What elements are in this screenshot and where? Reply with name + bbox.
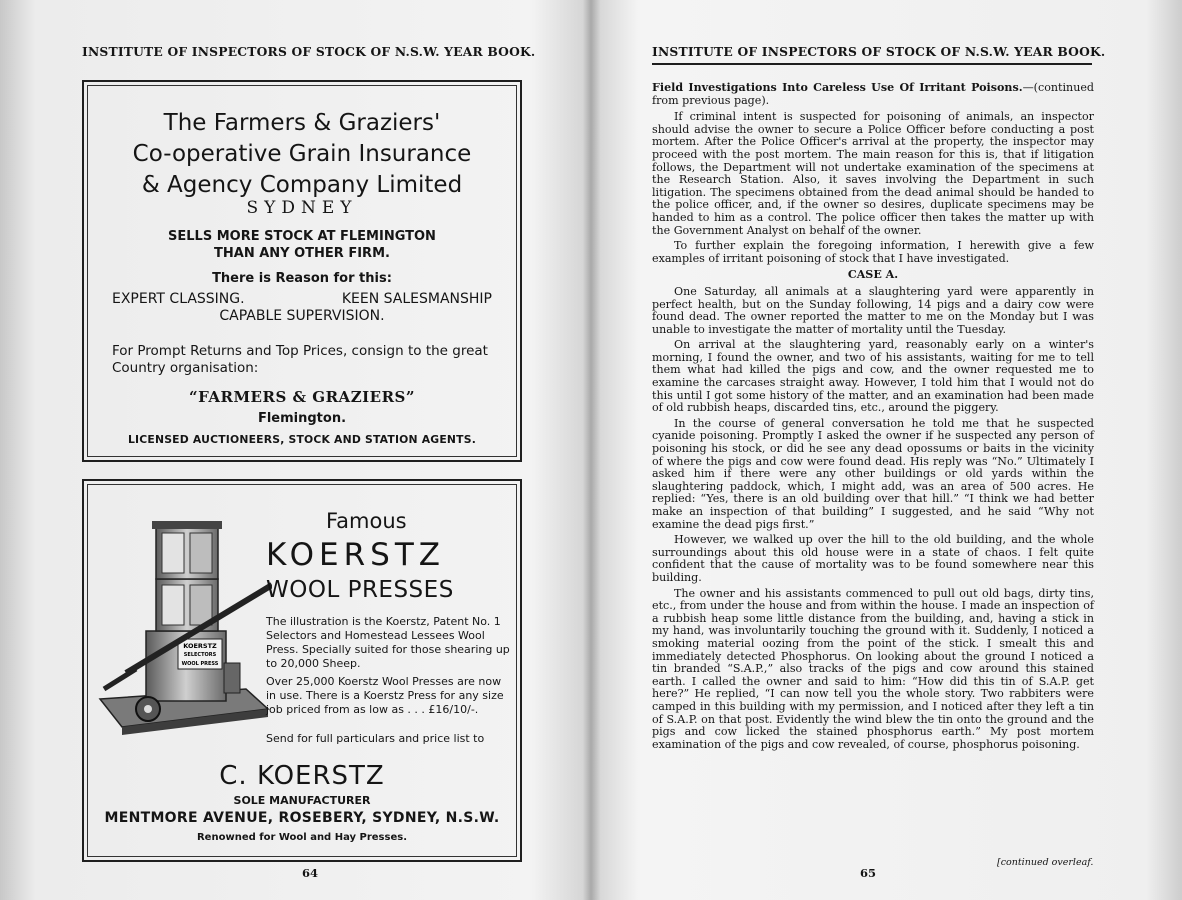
ad-supervision: CAPABLE SUPERVISION.: [219, 308, 385, 324]
ad-keen: KEEN SALESMANSHIP: [341, 291, 492, 307]
ad-reason: There is Reason for this:: [212, 271, 392, 286]
ad-qualities-row: [112, 291, 492, 307]
page-number-left: 64: [302, 866, 319, 880]
ad-inner-border: [87, 85, 517, 457]
ad-sells-line: THAN ANY OTHER FIRM.: [214, 246, 390, 261]
ad-company-title: [94, 108, 510, 201]
case-paragraph: In the course of general conversation he told me that he suspected cyanide poisoning. Promptly I asked the owner if he suspected any person of poisoning his stock, or did he see any dead opossums or baits in the vicinity of where the pigs and cow were found dead. His reply was “No.” Ultimately I asked him if there were any other buildings or old yards within the slaughtering paddock, which, I might add, was an area of 500 acres. He replied: “Yes, there is an old building over that hill.” “I think we had better make an inspection of that building” I suggested, and he said “Why not examine the dead pigs first.”: [652, 416, 1094, 531]
ad-paragraph: The illustration is the Koerstz, Patent No. 1 Selectors and Homestead Lessees Wool Press. Specially suited for those shearing up to 20,000 Sheep.: [266, 615, 510, 670]
ad-sole-manufacturer: SOLE MANUFACTURER: [233, 794, 371, 807]
case-paragraph: The owner and his assistants commenced to pull out old bags, dirty tins, etc., from under the house and from within the house. I made an inspection of a rubbish heap some little distance from the building, and, having a stick in my hand, was involuntarily touching the ground with it. Suddenly, I noticed a smoking material oozing from the point of the stick. I smealt this and immediately detected Phosphorus. On looking about the ground I noticed a tin branded “S.A.P.,” also tracks of the pigs and cow around this stained earth. I called the owner and said to him: “How did this tin of S.A.P. get here?” He replied, “I can now tell you the whole story. Two rabbiters were camped in this building with my permission, and I noticed after they left a tin of S.A.P. on that post. Evidently the wind blew the tin onto the ground and the pigs and cow licked the stained phosphorus earth.” My post mortem examination of the pigs and cow revealed, of course, phosphorus poisoning.: [652, 586, 1094, 751]
case-paragraph: However, we walked up over the hill to the old building, and the whole surroundings about this old house were in a state of chaos. I felt quite confident that the cause of mortality was to be found somewhere near this building.: [652, 533, 1094, 584]
ad-title-line: Co-operative Grain Insurance: [132, 141, 472, 167]
article-heading: [652, 82, 1094, 107]
right-page: [592, 0, 1182, 900]
ad-paragraph: Send for full particulars and price list to: [266, 732, 485, 745]
case-heading: CASE A.: [847, 268, 899, 282]
ad-famous: Famous: [326, 509, 407, 533]
wool-press-illustration: [96, 513, 272, 739]
heading-continued: —(continued from previous page).: [652, 81, 1094, 107]
ad-inner-border: [87, 484, 517, 857]
case-paragraph: One Saturday, all animals at a slaughtering yard were apparently in perfect health, but on the Sunday following, 14 pigs and a dairy cow were found dead. The owner reported the matter to me on the Monday but I was unable to investigate the matter of mortality until the Tuesday.: [652, 284, 1094, 336]
running-head-left: INSTITUTE OF INSPECTORS OF STOCK OF N.S.W. YEAR BOOK.: [82, 44, 536, 59]
article-body: [652, 82, 1094, 754]
ad-prompt: For Prompt Returns and Top Prices, consign to the great Country organisation:: [112, 343, 488, 376]
ad-sells-claim: [88, 228, 516, 262]
running-head-right: INSTITUTE OF INSPECTORS OF STOCK OF N.S.W. YEAR BOOK.: [652, 44, 1092, 65]
ad-title-line: & Agency Company Limited: [141, 172, 463, 198]
ad-wool-presses: WOOL PRESSES: [266, 577, 454, 603]
case-paragraph: On arrival at the slaughtering yard, reasonably early on a winter's morning, I found the owner, and two of his assistants, waiting for me to tell them what had killed the pigs and cow, and the owner requested me to examine the carcases straight away. However, I told him that I would not do this until I got some history of the matter, and an examination had been made of old rubbish heaps, discarded tins, etc., around the piggery.: [652, 338, 1094, 415]
ad-renowned: Renowned for Wool and Hay Presses.: [196, 832, 407, 843]
ad-company-name: C. KOERSTZ: [219, 761, 385, 791]
press-label-line: WOOL PRESS: [181, 661, 219, 667]
ad-brand: “FARMERS & GRAZIERS”: [188, 388, 416, 406]
ad-licensed: LICENSED AUCTIONEERS, STOCK AND STATION AGENTS.: [127, 433, 477, 446]
ad-sells-line: SELLS MORE STOCK AT FLEMINGTON: [168, 229, 436, 244]
farmers-graziers-advertisement: [82, 80, 522, 462]
article-paragraph: If criminal intent is suspected for poisoning of animals, an inspector should advise the owner to secure a Police Officer before conducting a post mortem. After the Police Officer's arrival at the property, the inspector may proceed with the post mortem. The main reason for this is, that if litigation follows, the Department will not undertake examination of the specimens at the Research Station. Also, it saves involving the Department in such litigation. The specimens obtained from the dead animal should be handed to the police officer, and, if the owner so desires, duplicate specimens may be handed to him as a control. The police officer then takes the matter up with the Government Analyst on behalf of the owner.: [652, 110, 1094, 237]
page-number-right: 65: [860, 866, 877, 880]
ad-koerstz: KOERSTZ: [266, 537, 446, 573]
ad-city: SYDNEY: [246, 198, 358, 218]
press-label-line: SELECTORS: [183, 652, 217, 658]
ad-expert: EXPERT CLASSING.: [112, 291, 245, 307]
ad-paragraph: Over 25,000 Koerstz Wool Presses are now in use. There is a Koerstz Press for any size job priced from as low as . . . £16/10/-.: [266, 675, 504, 716]
left-page: [0, 0, 590, 900]
ad-place: Flemington.: [257, 411, 347, 426]
continued-note: [continued overleaf.: [997, 857, 1094, 868]
ad-title-line: The Farmers & Graziers': [163, 110, 441, 136]
heading-title: Field Investigations Into Careless Use Of Irritant Poisons.: [652, 81, 1023, 94]
ad-address: MENTMORE AVENUE, ROSEBERY, SYDNEY, N.S.W.: [104, 810, 500, 826]
press-label-line: KOERSTZ: [183, 642, 217, 650]
koerstz-advertisement: [82, 479, 522, 862]
article-paragraph: To further explain the foregoing information, I herewith give a few examples of irritant poisoning of stock that I have investigated.: [652, 239, 1094, 265]
